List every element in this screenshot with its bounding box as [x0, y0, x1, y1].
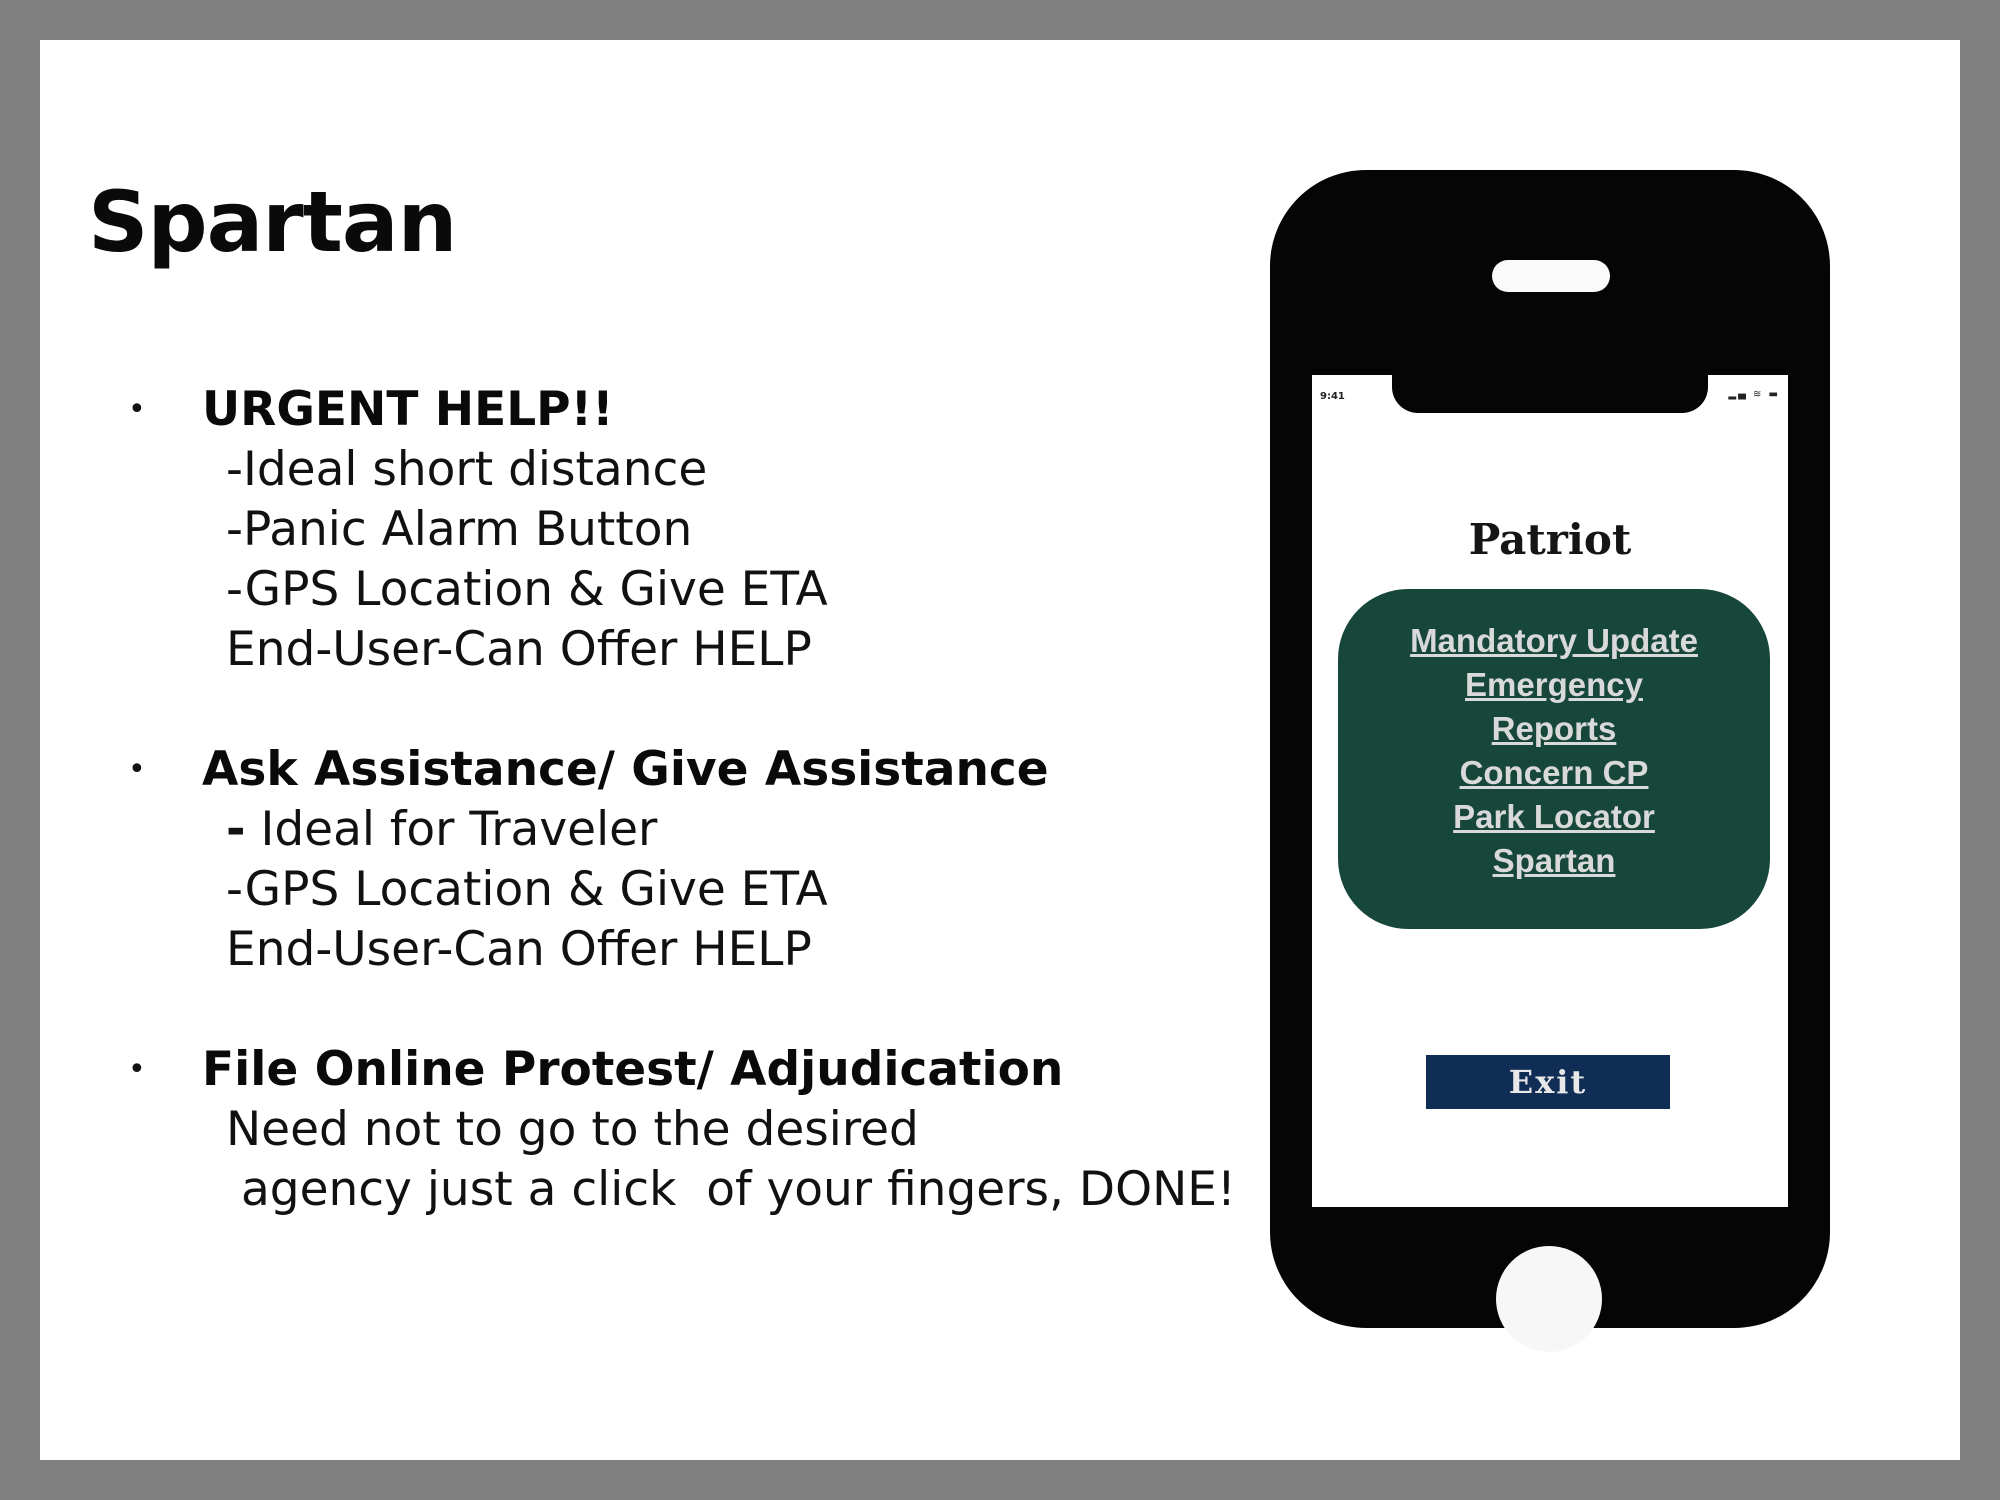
status-time: 9:41	[1320, 391, 1345, 402]
menu-item	[1338, 751, 1770, 795]
menu-link-reports[interactable]: Reports	[1491, 710, 1617, 747]
menu-list	[1338, 619, 1770, 883]
app-title: Patriot	[1468, 515, 1632, 564]
section-line	[226, 800, 657, 860]
section-line: agency just a click of your fingers, DONE!	[226, 1162, 1236, 1217]
section-line: -Ideal short distance	[226, 442, 708, 497]
menu-link-emergency[interactable]: Emergency	[1465, 666, 1643, 703]
bullet: •	[128, 1052, 146, 1087]
menu-link-spartan[interactable]: Spartan	[1492, 842, 1616, 879]
menu-item	[1338, 795, 1770, 839]
menu-item	[1338, 619, 1770, 663]
phone-mockup	[1270, 170, 1830, 1328]
home-button[interactable]	[1496, 1246, 1602, 1352]
bullet: •	[128, 392, 146, 427]
dash: -	[226, 802, 246, 857]
menu-item	[1338, 707, 1770, 751]
menu-item	[1338, 839, 1770, 883]
menu-link-concern-cp[interactable]: Concern CP	[1459, 754, 1649, 791]
section-line: -Panic Alarm Button	[226, 502, 693, 557]
section-line: End-User-Can Offer HELP	[226, 622, 812, 677]
menu-link-park-locator[interactable]: Park Locator	[1453, 798, 1655, 835]
section-line: End-User-Can Offer HELP	[226, 922, 812, 977]
section-heading: URGENT HELP!!	[202, 382, 614, 437]
section-line: -GPS Location & Give ETA	[226, 862, 828, 917]
menu-card	[1338, 589, 1770, 929]
status-icons: ▂▄ ≋ ▬	[1728, 389, 1780, 400]
section-line: Need not to go to the desired	[226, 1102, 919, 1157]
section-line: -GPS Location & Give ETA	[226, 562, 828, 617]
bullet: •	[128, 752, 146, 787]
section-heading: File Online Protest/ Adjudication	[202, 1042, 1064, 1097]
line-text: Ideal for Traveler	[245, 802, 658, 857]
section-heading: Ask Assistance/ Give Assistance	[202, 742, 1049, 797]
menu-link-mandatory-update[interactable]: Mandatory Update	[1410, 622, 1698, 659]
phone-notch	[1392, 375, 1708, 413]
slide	[40, 40, 1960, 1460]
menu-item	[1338, 663, 1770, 707]
phone-speaker	[1492, 260, 1610, 292]
exit-button[interactable]: Exit	[1426, 1055, 1670, 1109]
phone-screen	[1312, 375, 1788, 1207]
slide-title: Spartan	[88, 173, 457, 271]
